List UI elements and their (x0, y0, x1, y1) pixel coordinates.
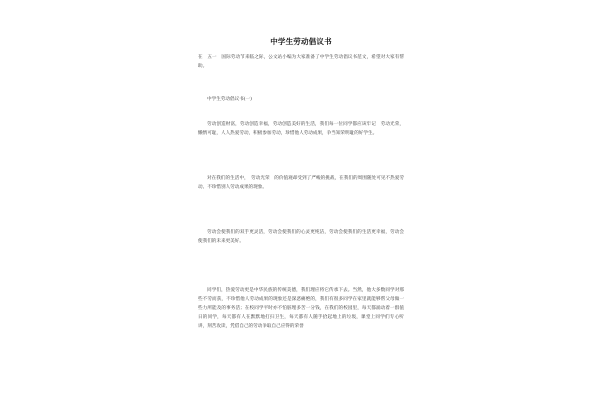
document-page (198, 36, 404, 331)
body-paragraph-2: 对在我们的生活中， 劳动光荣 的价值观却受到了严峻的挑战，在我们的周围随处可见不热爱劳动、不珍惜别人劳动成果的现象。 (198, 176, 404, 190)
intro-paragraph: 在 五一 国际劳动节来临之际，公文站小编为大家准备了中学生劳动倡议书范文，希望对大家有帮助。 (198, 55, 404, 69)
section-subheading: 中学生劳动倡议书(一) (207, 97, 252, 102)
body-paragraph-3: 劳动会使我们的双手更灵活，劳动会使我们的心灵更纯洁，劳动会使我们的生活更幸福，劳动会使我们的未来更美好。 (198, 230, 404, 244)
body-paragraph-1: 劳动创造财富，劳动创造幸福，劳动创造美好的生活，我们每一位同学都应该牢记 劳动光荣，懒惰可耻，人人热爱劳动，积极参加劳动，珍惜他人劳动成果，争当知荣明耻的好学生。 (198, 122, 404, 136)
body-paragraph-4: 同学们，热爱劳动更是中华民族的传统美德，我们理应将它传承下去。当然，他大多数同学对那些不劳而获，不珍惜他人劳动成果的现象还是深恶痛绝的，我们有很多同学在家里就能够帮父母做一些力所能及的事务活；在校同学平时亦不怕脏埋多苦一分钱，在我们的校园里，每天都涌动着一群值日的同学，每天都有人在默默地打扫卫生，每天都有人随手拾起地上的垃圾，课堂上同学们专心听讲，刻苦攻读，凭借自己的劳动争取自己应得的荣誉 (198, 288, 404, 329)
document-title: 中学生劳动倡议书 (270, 37, 332, 46)
